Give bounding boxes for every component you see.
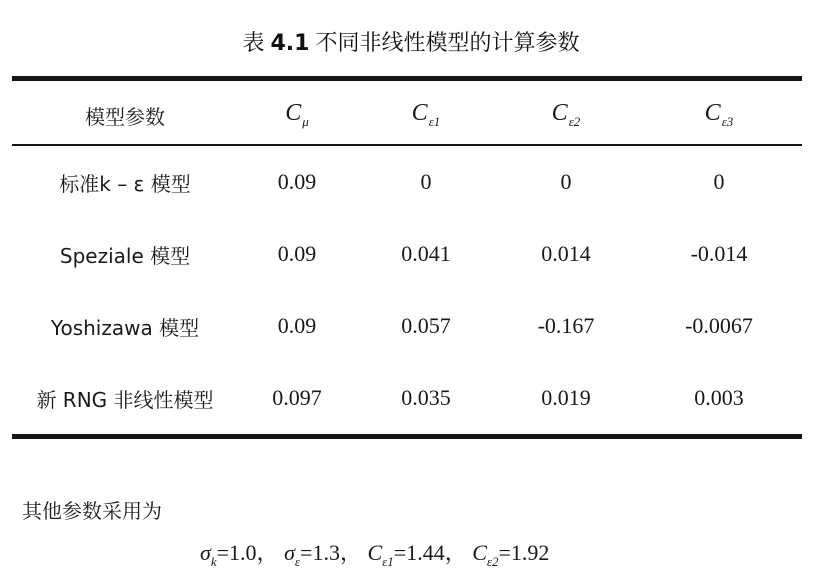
parameter-table (12, 84, 802, 434)
table-cell: 0.097 (272, 385, 322, 410)
table-row (12, 290, 802, 362)
row-model-name: Yoshizawa 模型 (50, 315, 200, 340)
table-cell: 0.09 (277, 241, 317, 266)
table-cell: 0 (713, 169, 725, 194)
caption-prefix: 表 (242, 31, 265, 56)
table-cell: 0.041 (401, 241, 451, 266)
other-params-formula (200, 536, 549, 570)
table-cell: 0.014 (541, 241, 591, 266)
table-row (12, 362, 802, 434)
header-model-params: 模型参数 (85, 104, 165, 129)
caption-title: 不同非线性模型的计算参数 (315, 31, 580, 56)
table-header-row (12, 84, 802, 146)
header-c-eps2: $C_{\varepsilon 2}$ (551, 100, 581, 129)
other-params-label: 其他参数采用为 (22, 499, 162, 523)
table-cell: -0.014 (690, 241, 748, 266)
bottom-rule (12, 434, 802, 439)
param-c-eps1: $C_{\varepsilon 1}=1.44$， (367, 540, 467, 569)
table-cell: 0 (420, 169, 432, 194)
table-row (12, 218, 802, 290)
param-sigma-k: $\sigma_k=1.0$， (200, 540, 279, 569)
table-row (12, 146, 802, 218)
table-cell: 0.019 (541, 385, 591, 410)
table-cell: 0.09 (277, 313, 317, 338)
table-cell: 0.09 (277, 169, 317, 194)
caption-number: 4.1 (270, 31, 310, 56)
header-c-eps1: $C_{\varepsilon 1}$ (411, 100, 441, 129)
top-rule (12, 76, 802, 81)
table-caption (0, 26, 822, 57)
table-cell: 0.057 (401, 313, 451, 338)
table-cell: -0.167 (537, 313, 595, 338)
row-model-name: 新 RNG 非线性模型 (36, 387, 214, 412)
table-cell: 0.035 (401, 385, 451, 410)
row-model-name: Speziale 模型 (59, 243, 191, 268)
table-cell: -0.0067 (685, 313, 753, 338)
table-cell: 0 (560, 169, 572, 194)
param-c-eps2: $C_{\varepsilon 2}=1.92$ (472, 540, 550, 569)
header-c-eps3: $C_{\varepsilon 3}$ (704, 100, 734, 129)
header-c-mu: $C_\mu$ (285, 100, 309, 129)
row-model-name: 标准k – ε 模型 (59, 171, 191, 196)
param-sigma-eps: $\sigma_\varepsilon=1.3$， (284, 540, 362, 569)
table-cell: 0.003 (694, 385, 744, 410)
